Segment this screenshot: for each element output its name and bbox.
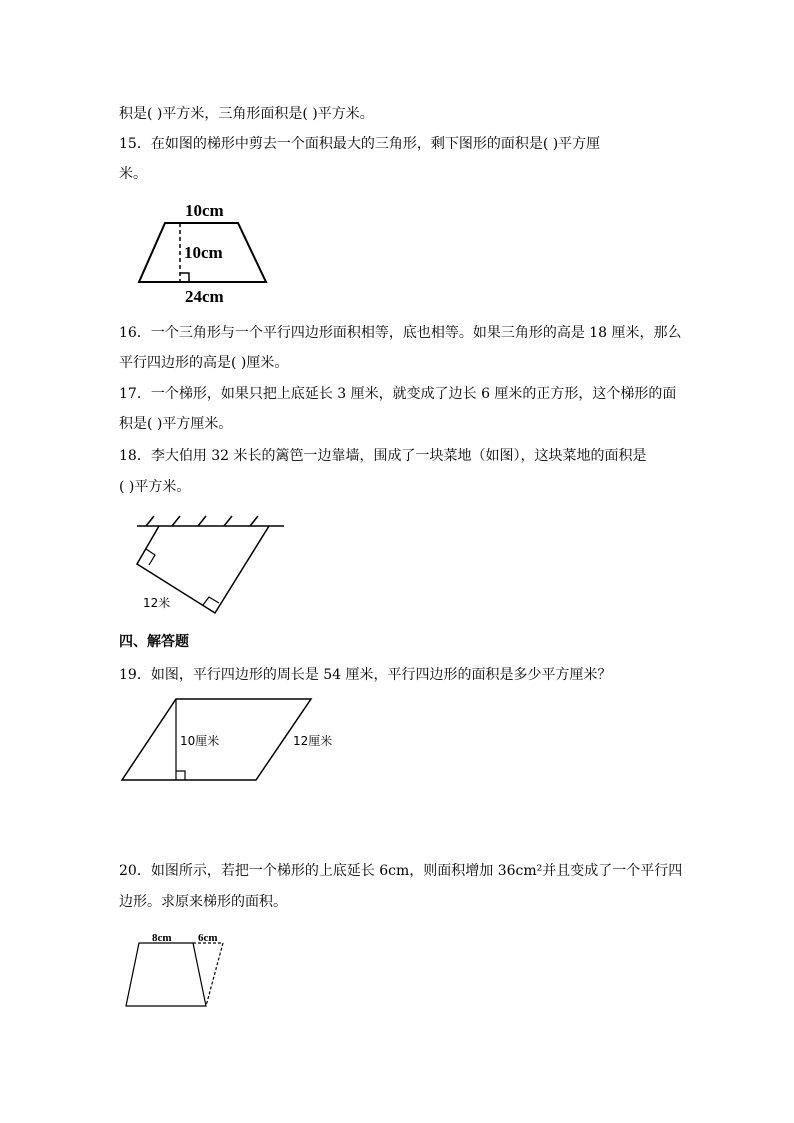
top-base-label: 10cm — [185, 201, 224, 220]
q18-line1: 18．李大伯用 32 米长的篱笆一边靠墙，围成了一块菜地（如图），这块菜地的面积是 — [119, 448, 647, 464]
bottom-base-label: 24cm — [185, 287, 224, 306]
section-4-title: 四、解答题 — [119, 634, 189, 650]
q16-line1: 16．一个三角形与一个平行四边形面积相等，底也相等。如果三角形的高是 18 厘米，那么 — [119, 325, 682, 341]
q16-line2: 平行四边形的高是( )厘米。 — [119, 355, 289, 371]
q17-line1: 17．一个梯形，如果只把上底延长 3 厘米，就变成了边长 6 厘米的正方形，这个梯形的面 — [119, 386, 677, 402]
q19-line1: 19．如图，平行四边形的周长是 54 厘米，平行四边形的面积是多少平方厘米？ — [119, 667, 612, 683]
q18-line2: ( )平方米。 — [119, 479, 191, 495]
height-label: 10cm — [184, 243, 223, 262]
side-label: 12厘米 — [293, 734, 333, 748]
q17-line2: 积是( )平方厘米。 — [119, 416, 233, 432]
q14-line2: 积是( )平方米，三角形面积是( )平方米。 — [119, 106, 374, 122]
height-label: 10厘米 — [180, 734, 220, 748]
extension-dashed-side — [206, 943, 223, 1006]
q20-line2: 边形。求原来梯形的面积。 — [119, 894, 287, 910]
q15-line1: 15．在如图的梯形中剪去一个面积最大的三角形，剩下图形的面积是( )平方厘 — [119, 136, 601, 152]
side-label: 12米 — [143, 596, 171, 610]
trapezoid-shape — [126, 943, 206, 1006]
q15-line2: 米。 — [119, 166, 147, 182]
q20-line1: 20．如图所示，若把一个梯形的上底延长 6cm，则面积增加 36cm²并且变成了一个平行四 — [119, 863, 683, 879]
top-base-label: 8cm — [152, 932, 172, 944]
extension-label: 6cm — [198, 932, 218, 944]
